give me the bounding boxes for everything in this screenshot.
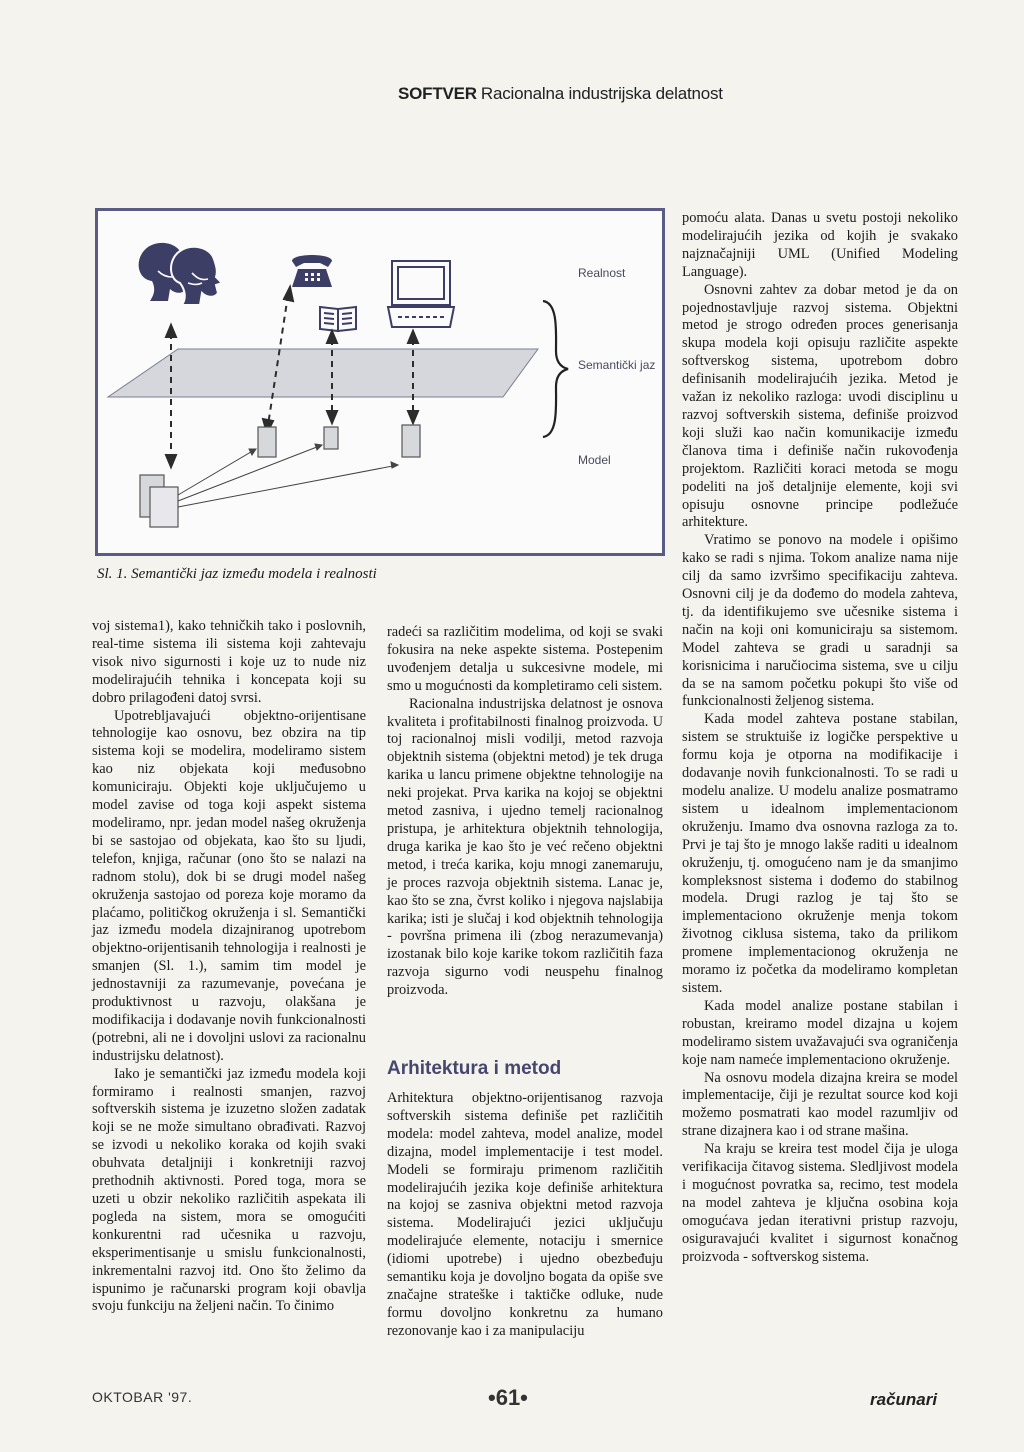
model-boxes (140, 425, 420, 527)
paragraph: pomoću alata. Danas u svetu postoji nekoliko modelirajućih jezika od kojih je svakako najznačajniji UML (Unified Modeling Language). (682, 210, 958, 280)
paragraph: radeći sa različitim modelima, od koji se svaki fokusira na neke aspekte sistema. Postepenim uvođenjem detalja u sukcesivne modele, mi smo u mogućnosti da kompletiramo celi sistem. (387, 624, 663, 694)
footer-issue-date: OKTOBAR '97. (92, 1389, 193, 1405)
paragraph: Osnovni zahtev za dobar metod je da on pojednostavljuje razvoj sistema. Objektni metod je strogo određen proces generisanja skupa modela koji opisuju različite aspekte softverskog sistema, upotrebom dobro definisanih modelirajućih jezika. Metod je važan iz nekoliko razloga: uvodi disciplinu u razvoj softverskih sistema, definiše proizvod koji služi kao način komunikacije između članova tima i definiše način rukovođenja projektom. Različiti koraci metoda se mogu podeliti na još detaljnije elemente, koji svi opisuju osnovne principe podležuće arhitekture. (682, 281, 958, 531)
header-title: Racionalna industrijska delatnost (480, 84, 723, 103)
book-icon (320, 307, 356, 331)
label-semantic-gap: Semantički jaz (578, 358, 656, 372)
paragraph: Na kraju se kreira test model čija je uloga verifikacija čitavog sistema. Sledljivost modela i mogućnost povratka sa, recimo, test modela na model zahteva je ključna osobina koja omogućava jedan iterativni pristup razvoju, osiguravajući kvalitet i sigurnost konačnog proizvoda - softverskog sistema. (682, 1141, 958, 1265)
paragraph: Iako je semantički jaz između modela koji formiramo i realnosti smanjen, razvoj softverskih sistema je izuzetno složen zadatak koji se ne može simultano obrađivati. Razvoj se izvodi u nekoliko koraka od kojih svaki obuhvata detaljniji i konkretniji razvoj prethodnih aktivnosti. Pored toga, mora se uzeti u obzir nekoliko različitih aspekata ili pogleda na sistem, mora se omogućiti konkurentni rad učesnika u razvoju, eksperimentisanje u smislu funkcionalnosti, inkrementalni razvoj itd. Ono što želimo da ispunimo je računarski program koji obavlja svoju funkciju na željeni način. To činimo (92, 1065, 366, 1315)
paragraph: Vratimo se ponovo na modele i opišimo kako se radi s njima. Tokom analize nama nije cilj da samo izvršimo specifikaciju zahteva. Osnovni cilj je da dođemo do modela zahteva, tj. da identifikujemo sve učesnike sistema i način na koji oni komuniciraju sa sistemom. Model zahteva se gradi u saradnji sa korisnicima i naručiocima sistema, sve u cilju da se na samom početku pokupi što više od funkcionalnosti željenog sistema. (682, 532, 958, 710)
running-header (398, 84, 723, 104)
people-icon (139, 243, 222, 305)
figure-caption: Sl. 1. Semantički jaz između modela i realnosti (97, 566, 377, 582)
column-2 (387, 624, 663, 1000)
figure-semantic-gap (95, 208, 665, 556)
telephone-icon (292, 255, 332, 287)
converging-arrows (178, 444, 398, 507)
brace-icon (543, 301, 568, 437)
header-brand: SOFTVER (398, 84, 477, 103)
paragraph: Kada model zahteva postane stabilan, sistem se struktuiše iz logičke perspektive u formu koja je otporna na modifikacije i dodavanje novih funkcionalnosti. To se radi u modelu analize. U modelu analize posmatramo sistem u idealnom implementacionom okruženju. Imamo dva osnovna razloga za to. Prvi je taj što je mnogo lakše raditi u idealnom okruženju, tj. omogućeno nam je da smanjimo kompleksnost sistema i dođemo do stabilnog modela. Drugi razlog je taj što se implementaciono okruženje menja tokom životnog ciklusa sistema, tako da prilikom promene implementacionog okruženja ne moramo iz početka da modeliramo kompletan sistem. (682, 711, 958, 996)
paragraph: voj sistema1), kako tehničkih tako i poslovnih, real-time sistema ili sistema koji zahtevaju visok nivo sigurnosti i koje uz to nude niz modelirajućih tehnika i koncepata koji su dobro prilagođeni datoj svrsi. (92, 618, 366, 706)
column-3 (682, 210, 958, 1266)
page-number: •61• (488, 1385, 528, 1410)
laptop-icon (388, 261, 454, 327)
figure-diagram (98, 211, 662, 553)
semantic-gap-plane (108, 349, 538, 397)
label-model: Model (578, 453, 611, 467)
paragraph: Arhitektura objektno-orijentisanog razvoja softverskih sistema definiše pet različitih modela: model zahteva, model analize, model dizajna, model implementacije i test model. Modeli se formiraju primenom različitih modelirajućih jezika koje definiše arhitektura na kojoj se zasniva objektni metod razvoja sistema. Modelirajući jezici uključuju modelirajuće elemente, notaciju i smernice (idiomi upotrebe) i ujedno obezbeđuju semantiku koja je dovoljno bogata da opiše sve značajne strateške i taktičke odluke, nude formu dovoljno konkretnu za humano rezonovanje kao i za manipulaciju (387, 1090, 663, 1339)
paragraph: Na osnovu modela dizajna kreira se model implementacije, čiji je rezultat source kod koji možemo posmatrati kao model razumljiv od strane dizajnera kao i od strane mašina. (682, 1069, 958, 1140)
label-reality: Realnost (578, 266, 626, 280)
section-heading: Arhitektura i metod (387, 1058, 562, 1079)
paragraph: Upotrebljavajući objektno-orijentisane tehnologije kao osnovu, bez obzira na tip sistema koji se modelira, modeliramo sistem kao niz objekata koji međusobno komuniciraju. Objekti koje uključujemo u model zavise od toga koji aspekt sistema modeliramo, npr. jedan model našeg okruženja bi se sastojao od objekata, kao što su ljudi, telefon, knjiga, računar (ono što se nalazi na radnom stolu), dok bi se drugi model našeg okruženja sastojao od poreza koje moramo da plaćamo, političkog okruženja i sl. Semantički jaz između modela dizajniranog upotrebom objektno-orijentisanih tehnologija i realnosti je smanjen (Sl. 1.), samim tim model je jednostavniji za razumevanje, povećana je produktivnost u razvoju, olakšana je modifikacija i dodavanje novih funkcionalnosti (potrebni, ali ne i dovoljni uslovi za racionalnu industrijsku delatnost). (92, 707, 366, 1064)
paragraph: Racionalna industrijska delatnost je osnova kvaliteta i profitabilnosti finalnog proizvoda. U toj racionalnoj misli vodilji, metod razvoja objektnih sistema (objektni metod) je tek druga karika u lancu primene objektne tehnologije na neki projekat. Prva karika na kojoj se objektni metod zasniva, i ujedno temelj racionalnog pristupa, je arhitektura objektnih tehnologija, druga karika je kao što je već rečeno objektni metod, i treća karika, koju mnogi zanemaruju, je proces razvoja objektnih sistema. Lanac je, kao što se zna, čvrst koliko i njegova najslabija karika; isti je slučaj i kod objektnih tehnologija - površna primena ili (zbog nerazumevanja) izostanak bilo koje karike tokom različitih faza razvoja sigurno vodi neuspehu finalnog proizvoda. (387, 695, 663, 999)
magazine-name: računari (870, 1390, 938, 1409)
paragraph: Kada model analize postane stabilan i robustan, kreiramo model dizajna u kojem modeliramo sistem uvažavajući sva ograničenja koje nam nameće implementaciono okruženje. (682, 997, 958, 1068)
column-2-section (387, 1090, 663, 1341)
column-1 (92, 618, 366, 1316)
